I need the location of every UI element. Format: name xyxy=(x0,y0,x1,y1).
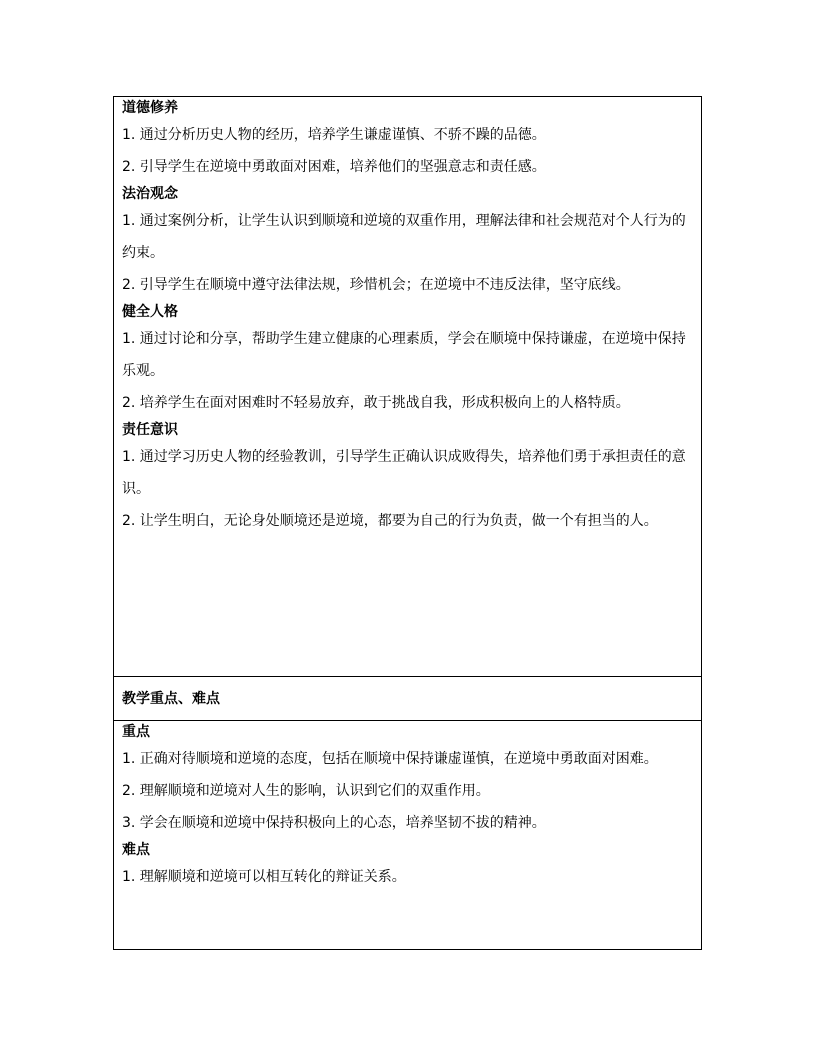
list-item: 3. 学会在顺境和逆境中保持积极向上的心态，培养坚韧不拔的精神。 xyxy=(122,815,546,831)
list-item: 1. 通过学习历史人物的经验教训，引导学生正确认识成败得失，培养他们勇于承担责任的意识。 xyxy=(122,449,686,497)
core-literacy-cell xyxy=(114,97,701,677)
section-sound-personality xyxy=(122,301,691,419)
section-moral-cultivation xyxy=(122,97,691,183)
section-key-points xyxy=(122,721,691,839)
focus-label: 教学重点、难点 xyxy=(122,691,220,707)
section-heading: 重点 xyxy=(122,724,150,740)
section-heading: 健全人格 xyxy=(122,304,178,320)
list-item: 1. 通过分析历史人物的经历，培养学生谦虚谨慎、不骄不躁的品德。 xyxy=(122,127,546,143)
list-item: 1. 通过案例分析，让学生认识到顺境和逆境的双重作用，理解法律和社会规范对个人行为的约束。 xyxy=(122,213,686,261)
focus-label-cell xyxy=(114,677,701,721)
section-responsibility xyxy=(122,419,691,537)
list-item: 1. 通过讨论和分享，帮助学生建立健康的心理素质，学会在顺境中保持谦虚，在逆境中保持乐观。 xyxy=(122,331,686,379)
list-item: 1. 正确对待顺境和逆境的态度，包括在顺境中保持谦虚谨慎，在逆境中勇敢面对困难。 xyxy=(122,751,658,767)
section-difficult-points xyxy=(122,839,691,893)
list-item: 2. 培养学生在面对困难时不轻易放弃，敢于挑战自我，形成积极向上的人格特质。 xyxy=(122,395,630,411)
list-item: 2. 引导学生在顺境中遵守法律法规，珍惜机会；在逆境中不违反法律，坚守底线。 xyxy=(122,277,630,293)
list-item: 2. 理解顺境和逆境对人生的影响，认识到它们的双重作用。 xyxy=(122,783,490,799)
list-item: 1. 理解顺境和逆境可以相互转化的辩证关系。 xyxy=(122,869,406,885)
section-heading: 法治观念 xyxy=(122,186,178,202)
lesson-plan-table xyxy=(113,96,702,950)
section-heading: 道德修养 xyxy=(122,100,178,116)
section-heading: 责任意识 xyxy=(122,422,178,438)
section-heading: 难点 xyxy=(122,842,150,858)
section-rule-of-law xyxy=(122,183,691,301)
focus-content-cell xyxy=(114,721,701,949)
list-item: 2. 引导学生在逆境中勇敢面对困难，培养他们的坚强意志和责任感。 xyxy=(122,159,546,175)
list-item: 2. 让学生明白，无论身处顺境还是逆境，都要为自己的行为负责，做一个有担当的人。 xyxy=(122,513,658,529)
